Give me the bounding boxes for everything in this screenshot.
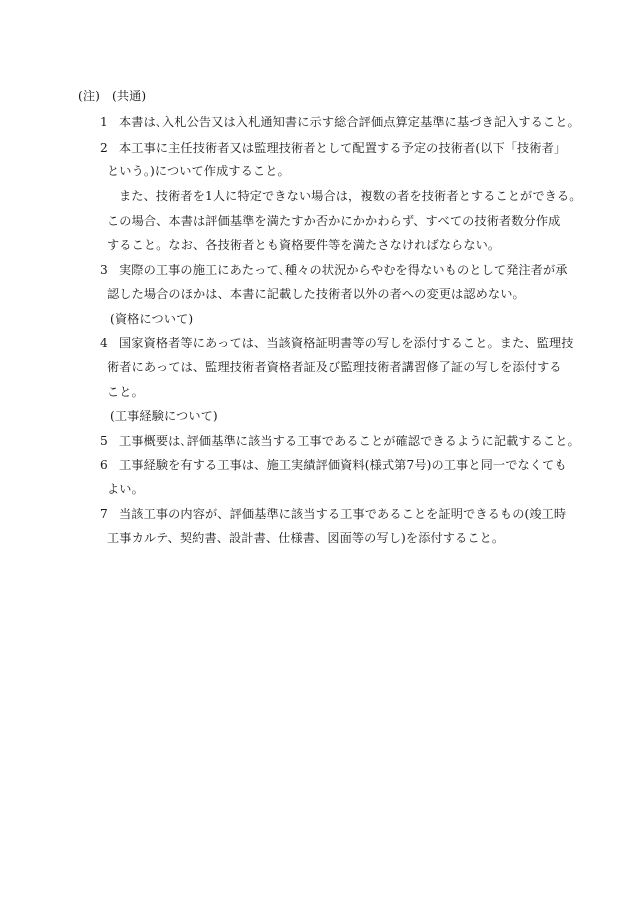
item-text: 術者にあっては、監理技術者資格者証及び監理技術者講習修了証の写しを添付する bbox=[107, 360, 562, 374]
item-text: 工事カルテ、契約書、設計書、仕様書、図面等の写し)を添付すること。 bbox=[107, 531, 505, 545]
item-number: 6 bbox=[100, 458, 108, 472]
item-text: よい。 bbox=[107, 482, 144, 496]
item-text: 国家資格者等にあっては、当該資格証明書等の写しを添付すること。また、監理技 bbox=[119, 336, 574, 350]
item-text: 認した場合のほかは、本書に記載した技術者以外の者への変更は認めない。 bbox=[107, 287, 525, 301]
item-text: 工事経験を有する工事は、施工実績評価資料(様式第7号)の工事と同一でなくても bbox=[119, 458, 567, 472]
item-text: 当該工事の内容が、評価基準に該当する工事であることを証明できるもの(竣工時 bbox=[119, 507, 567, 521]
item-text: という。)について作成すること。 bbox=[107, 164, 290, 178]
item-text: この場合、本書は評価基準を満たすか否かにかかわらず、すべての技術者数分作成 bbox=[107, 214, 561, 228]
item-text: 本工事に主任技術者又は監理技術者として配置する予定の技術者(以下「技術者」 bbox=[119, 141, 567, 155]
item-text: すること。なお、各技術者とも資格要件等を満たさなければならない。 bbox=[107, 238, 501, 252]
item-number: 2 bbox=[100, 141, 108, 155]
subheading-qualifications: (資格について) bbox=[110, 312, 194, 326]
item-number: 7 bbox=[100, 507, 108, 521]
item-number: 5 bbox=[100, 434, 108, 448]
note-label: (注) bbox=[78, 89, 100, 103]
subheading-experience: (工事経験について) bbox=[110, 409, 218, 423]
item-number: 4 bbox=[100, 336, 108, 350]
item-text: また、技術者を1人に特定できない場合は，複数の者を技術者とすることができる。 bbox=[119, 189, 582, 203]
section-heading-common: (共通) bbox=[112, 89, 147, 103]
item-number: 1 bbox=[100, 115, 108, 129]
item-number: 3 bbox=[100, 263, 108, 277]
item-text: 本書は､入札公告又は入札通知書に示す総合評価点算定基準に基づき記入すること。 bbox=[119, 115, 580, 129]
item-text: 実際の工事の施工にあたって､種々の状況からやむを得ないものとして発注者が承 bbox=[119, 263, 568, 277]
item-text: こと。 bbox=[107, 385, 144, 399]
item-text: 工事概要は､評価基準に該当する工事であることが確認できるように記載すること。 bbox=[119, 434, 580, 448]
